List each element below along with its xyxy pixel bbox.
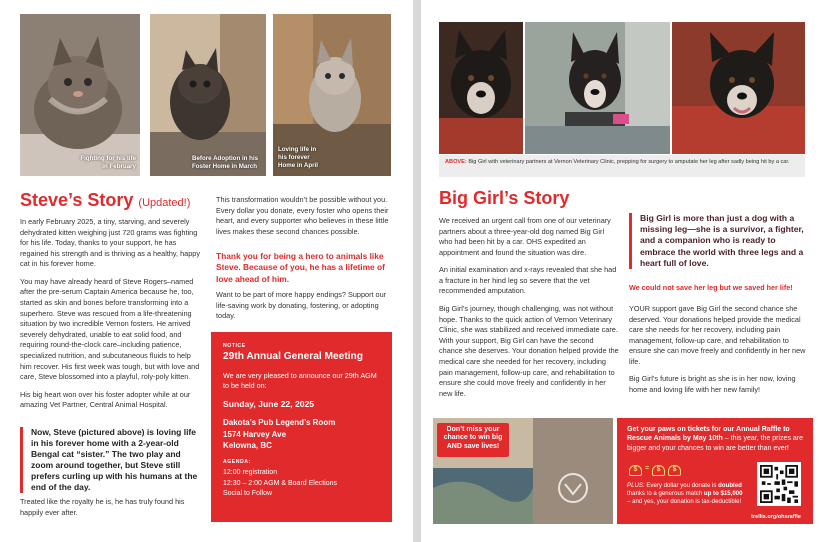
steve-paragraph-3: His big heart won over his foster adopter while at our amazing Vet Partner, Central Animal Hospital. xyxy=(20,389,191,410)
money-heart-icon: $ xyxy=(652,465,665,476)
agm-notice-box xyxy=(211,332,392,522)
steve-pull-quote: Now, Steve (pictured above) is loving life in his forever home with a 2-year-old Bengal cat “sister.” The two play and zoom around together, but Steve still prefers curling up with his humans at the end of the day. xyxy=(20,427,198,493)
kitten-photo-april xyxy=(273,14,391,176)
raffle-plus-text-3: – and yes, your donation is tax-deductible! xyxy=(627,498,742,506)
raffle-promo-text xyxy=(627,425,803,453)
dog-photo-caption xyxy=(439,155,805,177)
raffle-url[interactable]: trellis.org/ohsraffle xyxy=(751,514,801,520)
page-gutter xyxy=(413,0,421,542)
big-girl-story-body xyxy=(439,216,619,406)
equals-sign: = xyxy=(645,465,650,472)
agm-venue xyxy=(223,417,380,451)
dog-image-2 xyxy=(525,22,670,154)
raffle-plus-bold-1: doubled xyxy=(718,482,742,489)
big-girl-paragraph-2: An initial examination and x-rays revealed that she had a fracture in her hind leg so severe that the vet recommended amputation. xyxy=(439,265,617,296)
big-girl-col2-paragraph-1: YOUR support gave Big Girl the second chance she deserved. Your donations helped provide the medical care she needs for her recovery, including pain management, follow-up care, and rehabilitation to ensure she can move freely and confidently in her new life. xyxy=(629,304,806,366)
raffle-plus-text-1: Every dollar you donate is xyxy=(646,482,717,489)
dog-image-1 xyxy=(439,22,523,154)
kitten-photo-march-caption: Before Adoption in his Foster Home in March xyxy=(192,154,259,170)
big-girl-col2-body xyxy=(629,304,809,403)
raffle-plus-label: PLUS: xyxy=(627,482,645,489)
big-girl-col2-paragraph-2: Big Girl’s future is bright as she is in her now, loving home and loving life with her new family! xyxy=(629,374,796,395)
agm-venue-city: Kelowna, BC xyxy=(223,440,272,450)
steve-paragraph-2: You may have already heard of Steve Rogers–named after the pre-serum Captain America because he, too, started as skin and bones before transforming into a superhero. Steve was rescued from a life-threatening situation by two incredible Vernon fosters. He arrived severely dehydrated, unable to eat solid food, and requiring round-the-clock care–including patience, specialized nutrition, and subcutaneous fluids to help him recover. His first week was tough, but with love and care, Steve blossomed into a playful, roly-poly kitten. xyxy=(20,276,200,382)
agm-agenda-label: AGENDA: xyxy=(223,459,251,466)
big-girl-save-line: We could not save her leg but we saved her life! xyxy=(629,283,793,292)
big-girl-pull-quote: Big Girl is more than just a dog with a missing leg—she is a survivor, a fighter, and a companion who is ready to embrace the world with three legs and a heart full of love. xyxy=(629,213,809,269)
agm-agenda-list xyxy=(223,468,380,500)
kitten-photo-march xyxy=(150,14,266,176)
right-page xyxy=(421,0,826,542)
steve-story-title-text: Steve’s Story xyxy=(20,190,134,210)
kitten-image-1 xyxy=(20,14,140,176)
steve-call-to-action: Want to be part of more happy endings? Support our life-saving work by donating, fostering, or adopting today. xyxy=(216,290,387,321)
raffle-equation xyxy=(629,465,681,476)
raffle-plus-text-2: thanks to a generous match xyxy=(627,490,703,498)
agm-venue-address: 1574 Harvey Ave xyxy=(223,429,287,439)
agm-date: Sunday, June 22, 2025 xyxy=(223,399,315,410)
dog-caption-prefix: ABOVE: xyxy=(445,159,467,165)
dog-image-3 xyxy=(672,22,805,154)
big-girl-story-title: Big Girl’s Story xyxy=(439,188,570,208)
raffle-promo-box xyxy=(617,418,813,524)
qr-code-icon xyxy=(760,465,798,503)
agm-venue-name: Dakota’s Pub Legend’s Room xyxy=(223,418,336,428)
steve-thank-you: Thank you for being a hero to animals like Steve. Because of you, he has a lifetime of love ahead of him. xyxy=(216,251,385,284)
agm-agenda-item: 12:30 – 2:00 AGM & Board Elections xyxy=(223,479,338,487)
agm-agenda-item: 12:00 registration xyxy=(223,469,278,477)
dog-photo-2 xyxy=(525,22,670,154)
steve-paragraph-1: In early February 2025, a tiny, starving, and severely dehydrated kitten weighing just 720 grams was fighting for his life. Today, thanks to your support, he has regained his strength and is thriving as a healthy, happy cat in his forever home. xyxy=(20,217,200,269)
steve-story-updated-tag: (Updated!) xyxy=(138,197,191,209)
kitten-photo-february-caption: Fighting for his life in February xyxy=(80,154,136,170)
raffle-badge: Don’t miss your chance to win big AND save lives! xyxy=(437,423,509,457)
raffle-headline: Get your paws on tickets for our Annual Raffle to Rescue Animals by May 10th xyxy=(627,426,790,443)
big-girl-paragraph-1: We received an urgent call from one of our veterinary partners about a three-year-old dog named Big Girl who had been hit by a car. OHS expedited an appointment and found the situation was dire. xyxy=(439,216,611,257)
money-heart-icon: $ xyxy=(629,465,642,476)
dog-photo-1 xyxy=(439,22,523,154)
raffle-subline: – this year, the prizes are bigger and your chances to win are better than ever! xyxy=(627,435,804,452)
agm-agenda-item: Social to Follow xyxy=(223,490,273,498)
dog-photo-3 xyxy=(672,22,805,154)
raffle-qr-code[interactable] xyxy=(757,462,801,506)
raffle-match-text xyxy=(627,482,745,507)
agm-notice-title: 29th Annual General Meeting xyxy=(223,351,364,362)
steve-col2-paragraph: This transformation wouldn’t be possible without you. Every dollar you donate, every foster who opens their heart, and every supporter who believes in these little lives makes these second chances possible. xyxy=(216,195,389,236)
kitten-photo-april-caption: Loving life in his forever Home in April xyxy=(278,146,318,170)
steve-story-body xyxy=(20,217,200,418)
money-heart-icon: $ xyxy=(668,465,681,476)
steve-closing-paragraph: Treated like the royalty he is, he has truly found his happily ever after. xyxy=(20,497,185,517)
raffle-plus-bold-2: up to $15,000 xyxy=(703,490,743,498)
agm-notice-intro: We are very pleased to announce our 29th AGM to be held on: xyxy=(223,371,377,391)
kitten-image-2 xyxy=(150,14,266,176)
steve-story-title xyxy=(20,190,190,211)
dog-caption-text: Big Girl with veterinary partners at Vernon Veterinary Clinic, prepping for surgery to amputate her leg after sadly being hit by a car. xyxy=(468,159,790,165)
big-girl-paragraph-3: Big Girl’s journey, though challenging, was not without hope. Thanks to the quick action of Vernon Veterinary Clinic, she was stabilized and received immediate care. With your support, Big Girl can have the second chance she deserves. Your donation helped provide the medical care she needed for her recovery, including pain management, follow-up care, and rehabilitation to ensure she could move freely and confidently in her new life. xyxy=(439,304,619,398)
agm-notice-label: NOTICE xyxy=(223,343,246,349)
kitten-photo-february xyxy=(20,14,140,176)
